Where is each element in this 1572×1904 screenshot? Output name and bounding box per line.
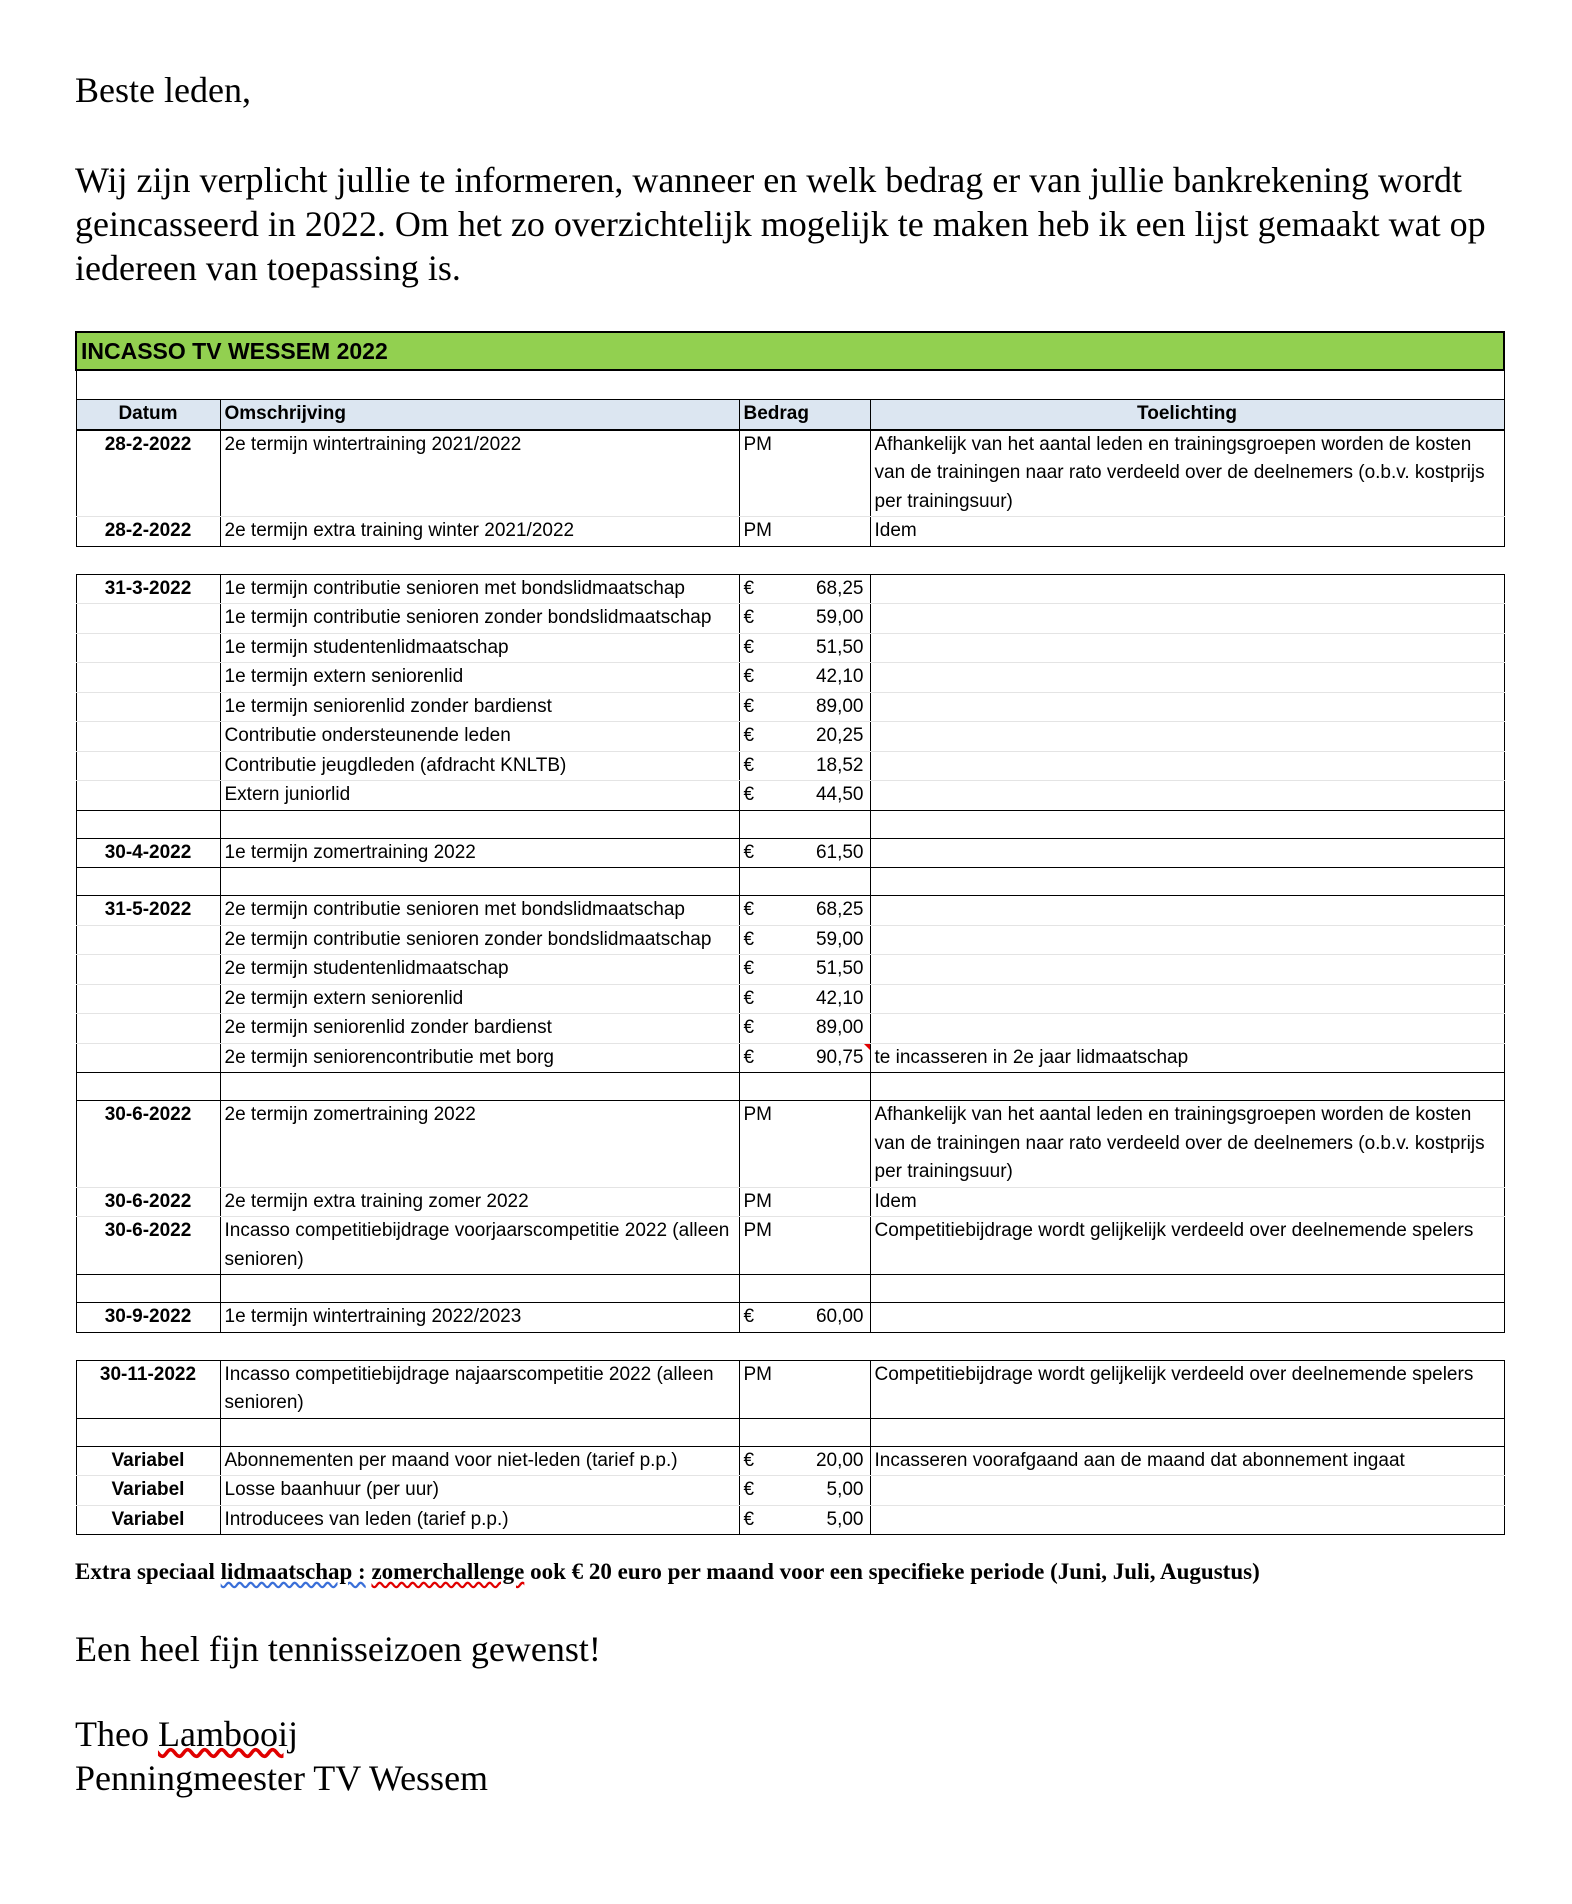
- cell-amount: [739, 838, 870, 868]
- currency-sign: €: [743, 695, 755, 717]
- amount-value: 61,50: [815, 841, 864, 863]
- cell-note: [870, 1014, 1504, 1044]
- spacer-row: [76, 370, 1504, 400]
- currency-sign: €: [743, 1508, 755, 1530]
- cell-note: [870, 604, 1504, 634]
- cell-note: [870, 955, 1504, 985]
- cell-amount: [739, 751, 870, 781]
- blank-cell: [76, 1275, 220, 1303]
- blank-cell: [220, 1275, 739, 1303]
- cell-note: [870, 722, 1504, 752]
- cell-note: Afhankelijk van het aantal leden en trainingsgroepen worden de kosten van de trainingen naar rato verdeeld over de deelnemers (o.b.v. kostprijs per trainingsuur): [870, 430, 1504, 517]
- blank-cell: [739, 1275, 870, 1303]
- cell-description: 2e termijn seniorenlid zonder bardienst: [220, 1014, 739, 1044]
- cell-description: 2e termijn studentenlidmaatschap: [220, 955, 739, 985]
- cell-amount: PM: [739, 517, 870, 547]
- cell-note: [870, 633, 1504, 663]
- cell-amount: [739, 722, 870, 752]
- cell-date: [76, 781, 220, 811]
- cell-description: 2e termijn extra training zomer 2022: [220, 1187, 739, 1217]
- currency-sign: €: [743, 1046, 755, 1068]
- cell-amount: PM: [739, 1187, 870, 1217]
- cell-amount: PM: [739, 430, 870, 517]
- cell-description: 2e termijn wintertraining 2021/2022: [220, 430, 739, 517]
- cell-description: 1e termijn zomertraining 2022: [220, 838, 739, 868]
- amount-value: 90,75: [815, 1046, 864, 1068]
- cell-date: 28-2-2022: [76, 430, 220, 517]
- currency-sign: €: [743, 841, 755, 863]
- cell-amount: [739, 1014, 870, 1044]
- cell-description: 2e termijn zomertraining 2022: [220, 1101, 739, 1188]
- blank-cell: [870, 1073, 1504, 1101]
- cell-amount: [739, 955, 870, 985]
- amount-value: 5,00: [826, 1508, 864, 1530]
- blank-cell: [76, 1073, 220, 1101]
- amount-value: 51,50: [815, 958, 864, 979]
- amount-value: 51,50: [815, 636, 864, 658]
- cell-description: Losse baanhuur (per uur): [220, 1476, 739, 1506]
- cell-date: [76, 984, 220, 1014]
- cell-note: [870, 1505, 1504, 1535]
- currency-sign: €: [743, 1306, 755, 1327]
- cell-date: [76, 604, 220, 634]
- cell-date: Variabel: [76, 1476, 220, 1506]
- header-description: Omschrijving: [220, 400, 739, 430]
- cell-note: Competitiebijdrage wordt gelijkelijk verdeeld over deelnemende spelers: [870, 1217, 1504, 1275]
- currency-sign: €: [743, 958, 755, 979]
- currency-sign: €: [743, 1479, 755, 1500]
- cell-note: [870, 751, 1504, 781]
- amount-value: 59,00: [815, 607, 864, 628]
- blank-cell: [739, 1073, 870, 1101]
- blank-cell: [739, 810, 870, 838]
- cell-description: Incasso competitiebijdrage najaarscompetitie 2022 (alleen senioren): [220, 1360, 739, 1418]
- amount-value: 89,00: [815, 1017, 864, 1038]
- blank-row: [76, 546, 1504, 574]
- extra-note-suffix: ook € 20 euro per maand voor een specifieke periode (Juni, Juli, Augustus): [524, 1559, 1260, 1584]
- cell-description: 2e termijn extra training winter 2021/2022: [220, 517, 739, 547]
- closing-wish: Een heel fijn tennisseizoen gewenst!: [75, 1629, 601, 1669]
- cell-amount: [739, 574, 870, 604]
- currency-sign: €: [743, 784, 755, 805]
- amount-value: 89,00: [815, 695, 864, 717]
- amount-value: 59,00: [815, 928, 864, 950]
- blank-row: [76, 1332, 1504, 1360]
- amount-value: 42,10: [815, 666, 864, 687]
- cell-date: 30-9-2022: [76, 1303, 220, 1333]
- cell-description: 2e termijn extern seniorenlid: [220, 984, 739, 1014]
- blank-cell: [76, 810, 220, 838]
- amount-value: 42,10: [815, 987, 864, 1009]
- incasso-table: [75, 331, 1503, 1535]
- cell-date: [76, 925, 220, 955]
- currency-sign: €: [743, 928, 755, 950]
- cell-date: 31-3-2022: [76, 574, 220, 604]
- cell-amount: [739, 1446, 870, 1476]
- cell-note: [870, 1303, 1504, 1333]
- cell-note: Afhankelijk van het aantal leden en trainingsgroepen worden de kosten van de trainingen naar rato verdeeld over de deelnemers (o.b.v. kostprijs per trainingsuur): [870, 1101, 1504, 1188]
- blank-cell: [76, 868, 220, 896]
- cell-amount: [739, 604, 870, 634]
- cell-description: Introducees van leden (tarief p.p.): [220, 1505, 739, 1535]
- cell-date: 31-5-2022: [76, 896, 220, 926]
- cell-date: [76, 955, 220, 985]
- cell-note: Idem: [870, 1187, 1504, 1217]
- cell-date: 30-6-2022: [76, 1101, 220, 1188]
- extra-note-membership: lidmaatschap :: [220, 1559, 366, 1584]
- blank-cell: [76, 1418, 220, 1446]
- cell-date: [76, 663, 220, 693]
- cell-description: 1e termijn seniorenlid zonder bardienst: [220, 692, 739, 722]
- cell-amount: PM: [739, 1217, 870, 1275]
- cell-note: Competitiebijdrage wordt gelijkelijk verdeeld over deelnemende spelers: [870, 1360, 1504, 1418]
- cell-amount: [739, 896, 870, 926]
- cell-amount: [739, 1303, 870, 1333]
- currency-sign: €: [743, 666, 755, 687]
- currency-sign: €: [743, 1449, 755, 1471]
- greeting: Beste leden,: [75, 70, 251, 110]
- currency-sign: €: [743, 636, 755, 658]
- cell-date: [76, 1014, 220, 1044]
- cell-date: [76, 633, 220, 663]
- cell-date: 30-4-2022: [76, 838, 220, 868]
- cell-date: Variabel: [76, 1446, 220, 1476]
- blank-cell: [220, 810, 739, 838]
- extra-note-summerchallenge: zomerchallenge: [371, 1559, 525, 1584]
- amount-value: 20,00: [815, 1449, 864, 1471]
- cell-date: 30-11-2022: [76, 1360, 220, 1418]
- header-amount: Bedrag: [739, 400, 870, 430]
- currency-sign: €: [743, 607, 755, 628]
- cell-description: Extern juniorlid: [220, 781, 739, 811]
- cell-date: 28-2-2022: [76, 517, 220, 547]
- blank-cell: [739, 868, 870, 896]
- cell-amount: [739, 633, 870, 663]
- blank-cell: [870, 1275, 1504, 1303]
- cell-amount: [739, 692, 870, 722]
- cell-date: Variabel: [76, 1505, 220, 1535]
- cell-amount: [739, 925, 870, 955]
- cell-note: [870, 663, 1504, 693]
- extra-membership-note: [75, 1559, 1260, 1585]
- cell-date: [76, 722, 220, 752]
- cell-description: 2e termijn seniorencontributie met borg: [220, 1043, 739, 1073]
- cell-description: 1e termijn contributie senioren met bondslidmaatschap: [220, 574, 739, 604]
- cell-note: [870, 896, 1504, 926]
- blank-cell: [220, 1418, 739, 1446]
- cell-date: [76, 751, 220, 781]
- extra-note-prefix: Extra speciaal: [75, 1559, 221, 1584]
- cell-note: [870, 692, 1504, 722]
- cell-note: [870, 984, 1504, 1014]
- cell-amount: [739, 1043, 870, 1073]
- cell-description: Incasso competitiebijdrage voorjaarscompetitie 2022 (alleen senioren): [220, 1217, 739, 1275]
- cell-description: 2e termijn contributie senioren met bondslidmaatschap: [220, 896, 739, 926]
- blank-cell: [870, 1418, 1504, 1446]
- currency-sign: €: [743, 987, 755, 1009]
- cell-description: 1e termijn wintertraining 2022/2023: [220, 1303, 739, 1333]
- currency-sign: €: [743, 1017, 755, 1038]
- cell-amount: PM: [739, 1101, 870, 1188]
- cell-note: [870, 838, 1504, 868]
- intro-paragraph: Wij zijn verplicht jullie te informeren, wanneer en welk bedrag er van jullie bankrekening wordt geincasseerd in 2022. Om het zo overzichtelijk mogelijk te maken heb ik een lijst gemaakt wat op iedereen van toepassing is.: [75, 160, 1486, 288]
- amount-value: 60,00: [815, 1306, 864, 1327]
- currency-sign: €: [743, 725, 755, 746]
- blank-cell: [220, 868, 739, 896]
- header-date: Datum: [76, 400, 220, 430]
- cell-note: Idem: [870, 517, 1504, 547]
- cell-date: 30-6-2022: [76, 1217, 220, 1275]
- table-title: INCASSO TV WESSEM 2022: [76, 332, 1504, 370]
- signature-block: [75, 1712, 488, 1800]
- currency-sign: €: [743, 899, 755, 920]
- cell-description: Contributie ondersteunende leden: [220, 722, 739, 752]
- cell-note: Incasseren voorafgaand aan de maand dat abonnement ingaat: [870, 1446, 1504, 1476]
- cell-description: 1e termijn studentenlidmaatschap: [220, 633, 739, 663]
- cell-amount: [739, 663, 870, 693]
- amount-value: 18,52: [815, 754, 864, 776]
- cell-date: 30-6-2022: [76, 1187, 220, 1217]
- cell-date: [76, 1043, 220, 1073]
- cell-note: te incasseren in 2e jaar lidmaatschap: [870, 1043, 1504, 1073]
- blank-cell: [870, 868, 1504, 896]
- cell-amount: [739, 984, 870, 1014]
- cell-amount: [739, 1476, 870, 1506]
- cell-note: [870, 781, 1504, 811]
- amount-value: 68,25: [815, 899, 864, 920]
- blank-cell: [220, 1073, 739, 1101]
- cell-description: Abonnementen per maand voor niet-leden (tarief p.p.): [220, 1446, 739, 1476]
- cell-note: [870, 1476, 1504, 1506]
- cell-amount: [739, 781, 870, 811]
- signature-role: Penningmeester TV Wessem: [75, 1758, 489, 1798]
- blank-cell: [739, 1418, 870, 1446]
- signature-first-name: Theo: [75, 1714, 158, 1754]
- cell-amount: [739, 1505, 870, 1535]
- signature-last-name: Lambooij: [157, 1714, 298, 1754]
- cell-amount: PM: [739, 1360, 870, 1418]
- cell-description: Contributie jeugdleden (afdracht KNLTB): [220, 751, 739, 781]
- header-note: Toelichting: [870, 400, 1504, 430]
- cell-description: 1e termijn extern seniorenlid: [220, 663, 739, 693]
- amount-value: 44,50: [815, 784, 864, 805]
- cell-note: [870, 574, 1504, 604]
- amount-value: 68,25: [815, 577, 864, 599]
- cell-description: 1e termijn contributie senioren zonder bondslidmaatschap: [220, 604, 739, 634]
- cell-note: [870, 925, 1504, 955]
- cell-date: [76, 692, 220, 722]
- amount-value: 5,00: [826, 1479, 864, 1500]
- currency-sign: €: [743, 577, 755, 599]
- amount-value: 20,25: [815, 725, 864, 746]
- blank-cell: [870, 810, 1504, 838]
- cell-description: 2e termijn contributie senioren zonder bondslidmaatschap: [220, 925, 739, 955]
- currency-sign: €: [743, 754, 755, 776]
